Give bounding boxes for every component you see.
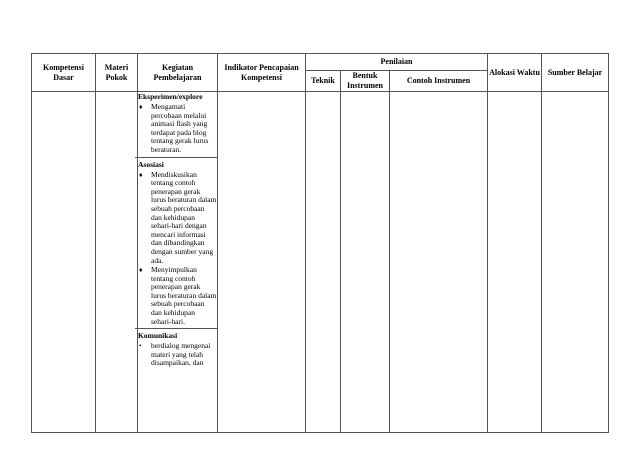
rpp-table	[31, 53, 609, 433]
header-kompetensi-dasar: Kompetensi Dasar	[32, 54, 96, 92]
cell-kompetensi-dasar	[32, 92, 96, 433]
header-materi-pokok: Materi Pokok	[96, 54, 138, 92]
list-item: ♦ Mengamati percobaan melalui animasi flash yang terdapat pada blog tentang gerak lurus beraturan.	[139, 102, 209, 154]
cell-indikator	[218, 92, 306, 433]
header-teknik: Teknik	[306, 71, 341, 92]
bullet-icon: •	[139, 342, 142, 351]
cell-materi-pokok	[96, 92, 138, 433]
cell-alokasi-waktu	[488, 92, 542, 433]
cell-teknik	[306, 92, 341, 433]
asosiasi-list	[138, 171, 217, 327]
cell-contoh-instrumen	[390, 92, 488, 433]
header-penilaian: Penilaian	[306, 54, 488, 71]
header-alokasi-waktu: Alokasi Waktu	[488, 54, 542, 92]
header-bentuk-instrumen: Bentuk Instrumen	[341, 71, 390, 92]
section-komunikasi-title: Komunikasi	[138, 331, 178, 341]
header-indikator: Indikator Pencapaian Kompetensi	[218, 54, 306, 92]
eksperimen-list	[138, 103, 217, 155]
bullet-icon: ♦	[139, 170, 143, 179]
section-asosiasi-title: Asosiasi	[138, 159, 164, 169]
cell-bentuk-instrumen	[341, 92, 390, 433]
list-item: ♦ Mendiskusikan tentang contoh penerapan gerak lurus beraturan dalam sebuah percobaan dan kehidupan sehari-hari dengan mencari informasi dan dibandingkan dengan sumber yang ada.	[139, 169, 217, 265]
section-eksperimen-title: Eksperimen/explore	[138, 92, 203, 101]
cell-sumber-belajar	[542, 92, 609, 433]
header-kegiatan-pembelajaran: Kegiatan Pembelajaran	[138, 54, 218, 92]
list-item: ♦ Menyimpulkan tentang contoh penerapan gerak lurus beraturan dalam sebuah percobaan dan kehidupan sehari-hari.	[139, 265, 217, 326]
header-sumber-belajar: Sumber Belajar	[542, 54, 609, 92]
list-item: • berdialog mengenai materi yang telah disampaikan, dan	[139, 341, 211, 368]
bullet-icon: ♦	[139, 266, 143, 275]
section-divider	[135, 328, 217, 329]
komunikasi-list	[138, 342, 217, 368]
bullet-icon: ♦	[139, 103, 143, 111]
cell-kegiatan-pembelajaran	[138, 92, 218, 433]
header-contoh-instrumen: Contoh Instrumen	[390, 71, 488, 92]
section-divider	[135, 157, 217, 158]
